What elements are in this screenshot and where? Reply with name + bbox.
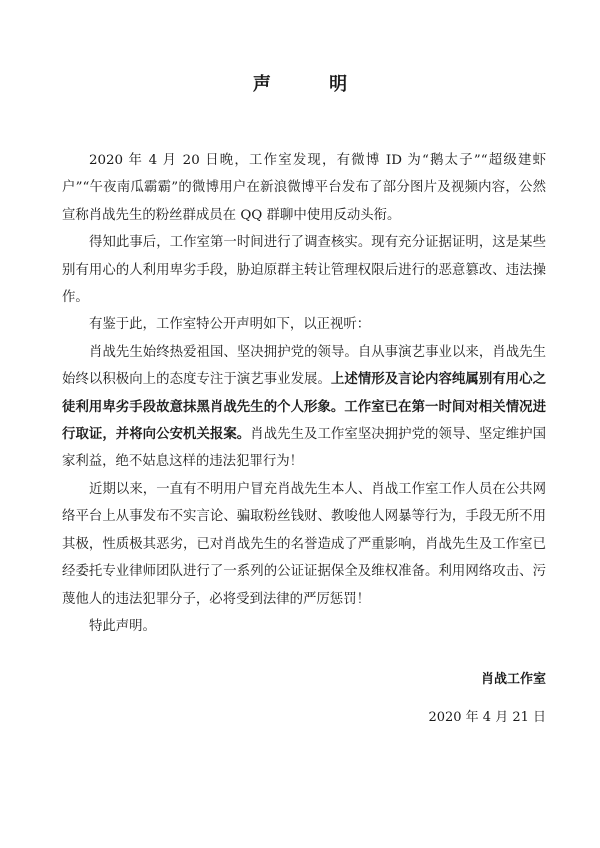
document-body [62, 147, 546, 640]
paragraph-declaration-intro: 有鉴于此，工作室特公开声明如下，以正视听： [89, 317, 371, 333]
stance-segment-bold: 上述情形及言论内容纯属别有用心之徒利用卑劣手段故意抹黑肖战先生的个人形象。工作室已在第一时间对相关情况进行取证，并将向公安机关报案。 [62, 371, 547, 443]
signature-date: 2020 年 4 月 21 日 [428, 710, 546, 725]
stance-segment-1: 肖战先生始终热爱祖国、坚决拥护党的领导。自从事演艺事业以来，肖战先生始终以积极向上的态度专注于演艺事业发展。 [62, 344, 546, 388]
paragraph-incident: 2020 年 4 月 20 日晚，工作室发现，有微博 ID 为“鹅太子”“超级建虾户”“午夜南瓜霸霸”的微博用户在新浪微博平台发布了部分图片及视频内容，公然宣称肖战先生的粉丝群成员在 QQ 群聊中使用反动头衔。 [62, 153, 546, 223]
signature-studio: 肖战工作室 [480, 672, 546, 687]
document-title: 声 明 [252, 74, 374, 95]
paragraph-closing: 特此声明。 [89, 618, 156, 634]
paragraph-legal-action: 近期以来，一直有不明用户冒充肖战先生本人、肖战工作室工作人员在公共网络平台上从事发布不实言论、骗取粉丝钱财、教唆他人网暴等行为，手段无所不用其极，性质极其恶劣，已对肖战先生的名誉造成了严重影响，肖战先生及工作室已经委托专业律师团队进行了一系列的公证证据保全及维权准备。利用网络攻击、污蔑他人的违法犯罪分子，必将受到法律的严厉惩罚！ [62, 481, 546, 607]
stance-segment-3: 肖战先生及工作室坚决拥护党的领导、坚定维护国家利益，绝不姑息这样的违法犯罪行为！ [62, 427, 547, 470]
paragraph-stance [62, 339, 546, 476]
paragraph-investigation: 得知此事后，工作室第一时间进行了调查核实。现有充分证据证明，这是某些别有用心的人利用卑劣手段，胁迫原群主转让管理权限后进行的恶意篡改、违法操作。 [62, 235, 546, 306]
